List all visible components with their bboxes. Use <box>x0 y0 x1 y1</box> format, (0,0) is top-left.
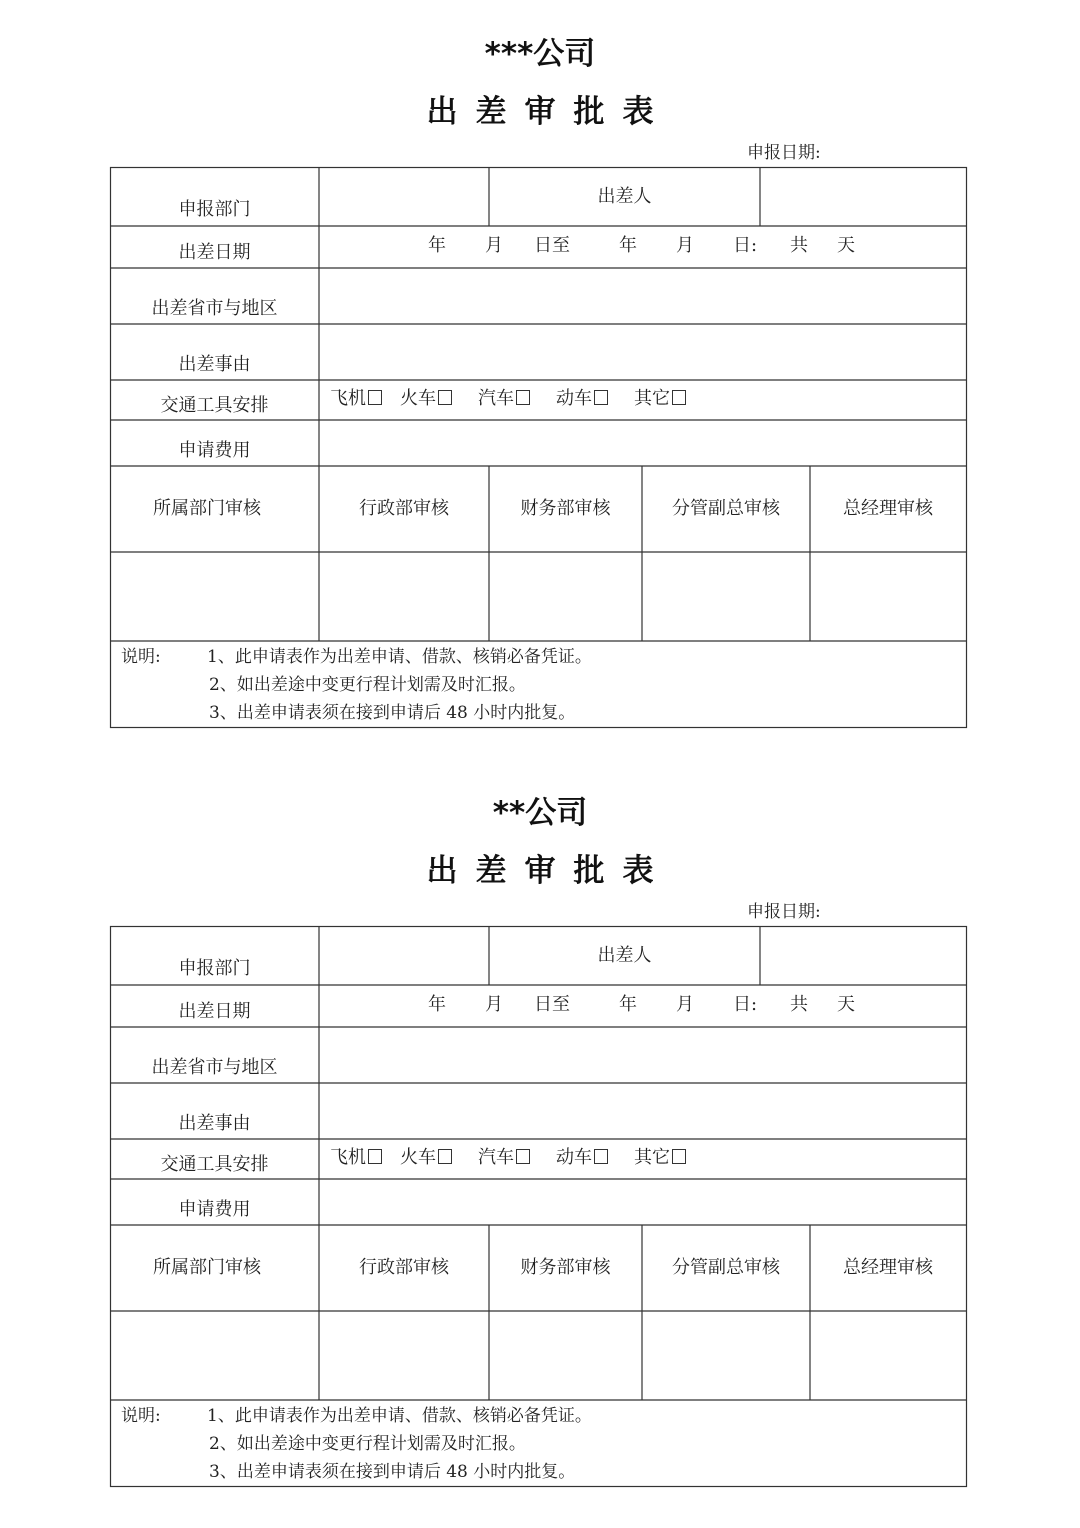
transport-option[interactable] <box>634 387 686 411</box>
form-table <box>0 759 1080 1519</box>
date-total: 共 <box>790 994 808 1015</box>
checkbox-icon[interactable] <box>594 390 608 405</box>
checkbox-icon[interactable] <box>438 1149 452 1164</box>
approval-header: 所属部门审核 <box>153 498 261 519</box>
transport-option[interactable] <box>330 387 382 411</box>
notes-label: 说明: <box>121 1406 161 1426</box>
traveler-field[interactable] <box>761 168 965 225</box>
date-year-2: 年 <box>619 235 637 256</box>
note-line: 2、如出差途中变更行程计划需及时汇报。 <box>209 1434 526 1454</box>
note-line: 3、出差申请表须在接到申请后 48 小时内批复。 <box>209 1462 576 1482</box>
place-field[interactable] <box>320 269 965 323</box>
date-day-to: 日至 <box>534 235 570 256</box>
form-title: 出差审批表 <box>426 94 672 130</box>
date-day-2: 日: <box>733 235 758 256</box>
expense-label: 申请费用 <box>178 440 251 461</box>
approval-header: 所属部门审核 <box>153 1257 261 1278</box>
transport-option[interactable] <box>400 1146 452 1170</box>
form-title: 出差审批表 <box>426 853 672 889</box>
traveler-label: 出差人 <box>597 186 652 207</box>
transport-option-label: 火车 <box>400 388 436 409</box>
approval-signature-cell[interactable] <box>811 553 965 640</box>
approval-signature-cell[interactable] <box>111 1312 318 1399</box>
transport-label: 交通工具安排 <box>160 1154 269 1175</box>
approval-header: 总经理审核 <box>843 498 933 519</box>
date-day-to: 日至 <box>534 994 570 1015</box>
traveler-label: 出差人 <box>597 945 652 966</box>
approval-signature-cell[interactable] <box>320 553 488 640</box>
transport-option-label: 其它 <box>634 1147 670 1168</box>
transport-option-label: 动车 <box>556 1147 592 1168</box>
approval-header: 财务部审核 <box>520 1257 611 1278</box>
transport-option[interactable] <box>478 387 530 411</box>
checkbox-icon[interactable] <box>516 390 530 405</box>
dept-label: 申报部门 <box>178 958 251 979</box>
note-line: 1、此申请表作为出差申请、借款、核销必备凭证。 <box>207 1406 592 1426</box>
transport-option-label: 汽车 <box>478 388 514 409</box>
travel-approval-form <box>0 759 1080 1519</box>
transport-options <box>330 1146 712 1170</box>
date-year-1: 年 <box>428 235 446 256</box>
approval-signature-cell[interactable] <box>643 553 809 640</box>
company-name: **公司 <box>492 795 588 831</box>
note-line: 2、如出差途中变更行程计划需及时汇报。 <box>209 675 526 695</box>
approval-header: 分管副总审核 <box>672 1257 780 1278</box>
notes-label: 说明: <box>121 647 161 667</box>
transport-option[interactable] <box>400 387 452 411</box>
expense-field[interactable] <box>320 421 965 465</box>
traveler-field[interactable] <box>761 927 965 984</box>
date-total: 共 <box>790 235 808 256</box>
checkbox-icon[interactable] <box>672 1149 686 1164</box>
approval-signature-cell[interactable] <box>111 553 318 640</box>
checkbox-icon[interactable] <box>368 1149 382 1164</box>
transport-option[interactable] <box>634 1146 686 1170</box>
transport-options <box>330 387 712 411</box>
expense-label: 申请费用 <box>178 1199 251 1220</box>
expense-field[interactable] <box>320 1180 965 1224</box>
reason-field[interactable] <box>320 325 965 379</box>
date-field[interactable] <box>320 986 965 1026</box>
reason-label: 出差事由 <box>178 1113 251 1134</box>
date-month-2: 月 <box>676 235 694 256</box>
date-month-2: 月 <box>676 994 694 1015</box>
date-year-1: 年 <box>428 994 446 1015</box>
checkbox-icon[interactable] <box>438 390 452 405</box>
transport-option-label: 动车 <box>556 388 592 409</box>
dept-field[interactable] <box>320 168 488 225</box>
date-month-1: 月 <box>485 994 503 1015</box>
checkbox-icon[interactable] <box>594 1149 608 1164</box>
transport-label: 交通工具安排 <box>160 395 269 416</box>
transport-option[interactable] <box>478 1146 530 1170</box>
transport-option-label: 其它 <box>634 388 670 409</box>
transport-option-label: 飞机 <box>330 388 366 409</box>
checkbox-icon[interactable] <box>672 390 686 405</box>
approval-signature-cell[interactable] <box>320 1312 488 1399</box>
report-date-label: 申报日期: <box>747 902 821 922</box>
approval-header: 行政部审核 <box>359 1257 449 1278</box>
approval-header: 财务部审核 <box>520 498 611 519</box>
approval-header: 总经理审核 <box>843 1257 933 1278</box>
transport-option[interactable] <box>330 1146 382 1170</box>
transport-option[interactable] <box>556 1146 608 1170</box>
transport-option-label: 汽车 <box>478 1147 514 1168</box>
transport-option-label: 飞机 <box>330 1147 366 1168</box>
travel-approval-form <box>0 0 1080 760</box>
dept-label: 申报部门 <box>178 199 251 220</box>
report-date-label: 申报日期: <box>747 143 821 163</box>
place-label: 出差省市与地区 <box>151 1057 278 1078</box>
approval-header: 行政部审核 <box>359 498 449 519</box>
date-days: 天 <box>837 235 855 256</box>
checkbox-icon[interactable] <box>368 390 382 405</box>
transport-option-label: 火车 <box>400 1147 436 1168</box>
approval-signature-cell[interactable] <box>643 1312 809 1399</box>
date-label: 出差日期 <box>178 242 251 263</box>
note-line: 3、出差申请表须在接到申请后 48 小时内批复。 <box>209 703 576 723</box>
approval-header: 分管副总审核 <box>672 498 780 519</box>
approval-signature-cell[interactable] <box>490 1312 641 1399</box>
company-name: ***公司 <box>484 36 596 72</box>
date-days: 天 <box>837 994 855 1015</box>
approval-signature-cell[interactable] <box>811 1312 965 1399</box>
date-label: 出差日期 <box>178 1001 251 1022</box>
note-line: 1、此申请表作为出差申请、借款、核销必备凭证。 <box>207 647 592 667</box>
date-field[interactable] <box>320 227 965 267</box>
approval-signature-cell[interactable] <box>490 553 641 640</box>
place-label: 出差省市与地区 <box>151 298 278 319</box>
reason-label: 出差事由 <box>178 354 251 375</box>
form-table <box>0 0 1080 760</box>
date-month-1: 月 <box>485 235 503 256</box>
date-day-2: 日: <box>733 994 758 1015</box>
date-year-2: 年 <box>619 994 637 1015</box>
dept-field[interactable] <box>320 927 488 984</box>
transport-option[interactable] <box>556 387 608 411</box>
reason-field[interactable] <box>320 1084 965 1138</box>
checkbox-icon[interactable] <box>516 1149 530 1164</box>
place-field[interactable] <box>320 1028 965 1082</box>
